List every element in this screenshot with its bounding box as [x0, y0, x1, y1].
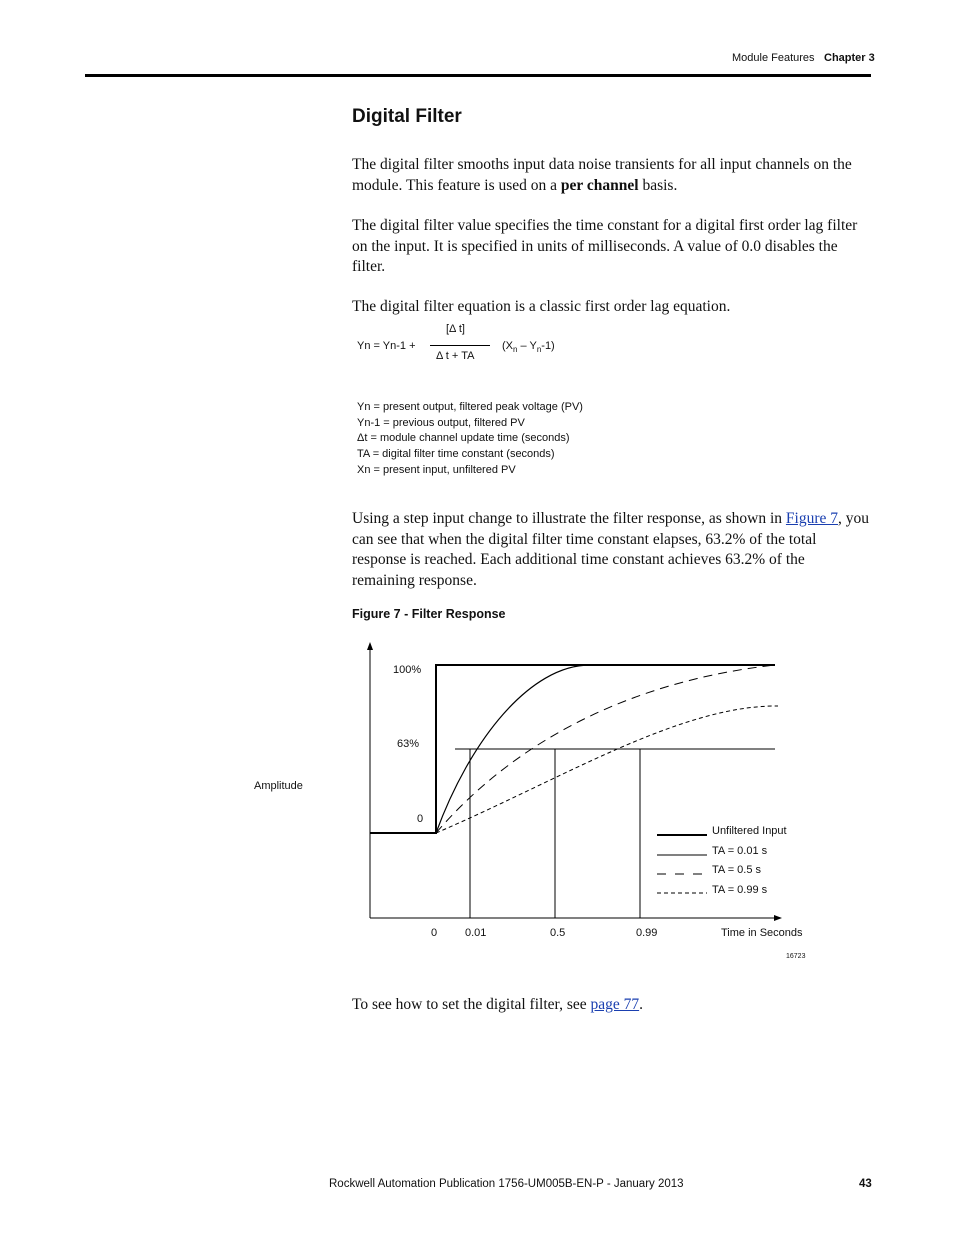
header-section-title: Module Features — [732, 52, 815, 64]
legend-label-ta-0.01: TA = 0.01 s — [712, 845, 768, 857]
x-axis-arrow — [774, 915, 782, 921]
figure-7-link[interactable]: Figure 7 — [785, 510, 839, 527]
footer-page-number: 43 — [859, 1178, 872, 1190]
legend-label-ta-0.5: TA = 0.5 s — [712, 864, 762, 876]
paragraph-see-page: To see how to set the digital filter, see page 77. — [352, 996, 643, 1013]
series-ta-0.99 — [436, 706, 778, 833]
y-tick-0: 0 — [417, 813, 424, 825]
legend-label-ta-0.99: TA = 0.99 s — [712, 884, 768, 896]
paragraph-filter-value: The digital filter value specifies the time constant for a digital first order lag filter on the input. It is specified in units of milliseconds. A value of 0.0 disables the filter. — [352, 217, 858, 275]
header-chapter-label: Chapter 3 — [824, 52, 875, 64]
y-axis-arrow — [367, 642, 373, 650]
legend-label-unfiltered: Unfiltered Input — [712, 825, 787, 837]
definition-delta-t: Δt = module channel update time (seconds) — [357, 432, 570, 444]
x-tick-0.99: 0.99 — [636, 927, 658, 939]
x-axis-label: Time in Seconds — [721, 927, 803, 939]
section-title: Digital Filter — [352, 106, 462, 127]
definition-yn: Yn = present output, filtered peak voltage (PV) — [357, 401, 583, 413]
definition-yn-1: Yn-1 = previous output, filtered PV — [357, 417, 525, 429]
x-tick-0.01: 0.01 — [465, 927, 487, 939]
equation-numerator: [Δ t] — [446, 323, 465, 335]
x-tick-0.5: 0.5 — [550, 927, 566, 939]
y-tick-100: 100% — [393, 664, 422, 676]
footer-publication: Rockwell Automation Publication 1756-UM005B-EN-P - January 2013 — [329, 1178, 684, 1190]
page-77-link[interactable]: page 77 — [590, 996, 640, 1013]
paragraph-step-response: Using a step input change to illustrate the filter response, as shown in Figure 7, you can see that when the digital filter time constant elapses, 63.2% of the total response is reached. Each additional time constant achieves 63.2% of the remaining response. — [352, 510, 870, 589]
equation-denominator: Δ t + TA — [436, 350, 475, 362]
definition-ta: TA = digital filter time constant (seconds) — [357, 448, 555, 460]
equation-difference-term: $(X_n - Y_n-1)$ — [502, 340, 555, 355]
y-tick-63: 63% — [397, 738, 420, 750]
equation-lhs: Yn = Yn-1 + — [357, 340, 416, 352]
per-channel-emphasis: per channel — [560, 176, 639, 194]
definition-xn: Xn = present input, unfiltered PV — [357, 464, 516, 476]
figure-caption: Figure 7 - Filter Response — [352, 607, 506, 621]
figure-id: 16723 — [786, 953, 806, 960]
x-tick-0: 0 — [431, 927, 438, 939]
y-axis-label: Amplitude — [254, 780, 303, 792]
paragraph-intro: The digital filter smooths input data noise transients for all input channels on the module. This feature is used on a per channel basis. — [352, 156, 852, 194]
paragraph-equation-intro: The digital filter equation is a classic first order lag equation. — [352, 298, 731, 315]
